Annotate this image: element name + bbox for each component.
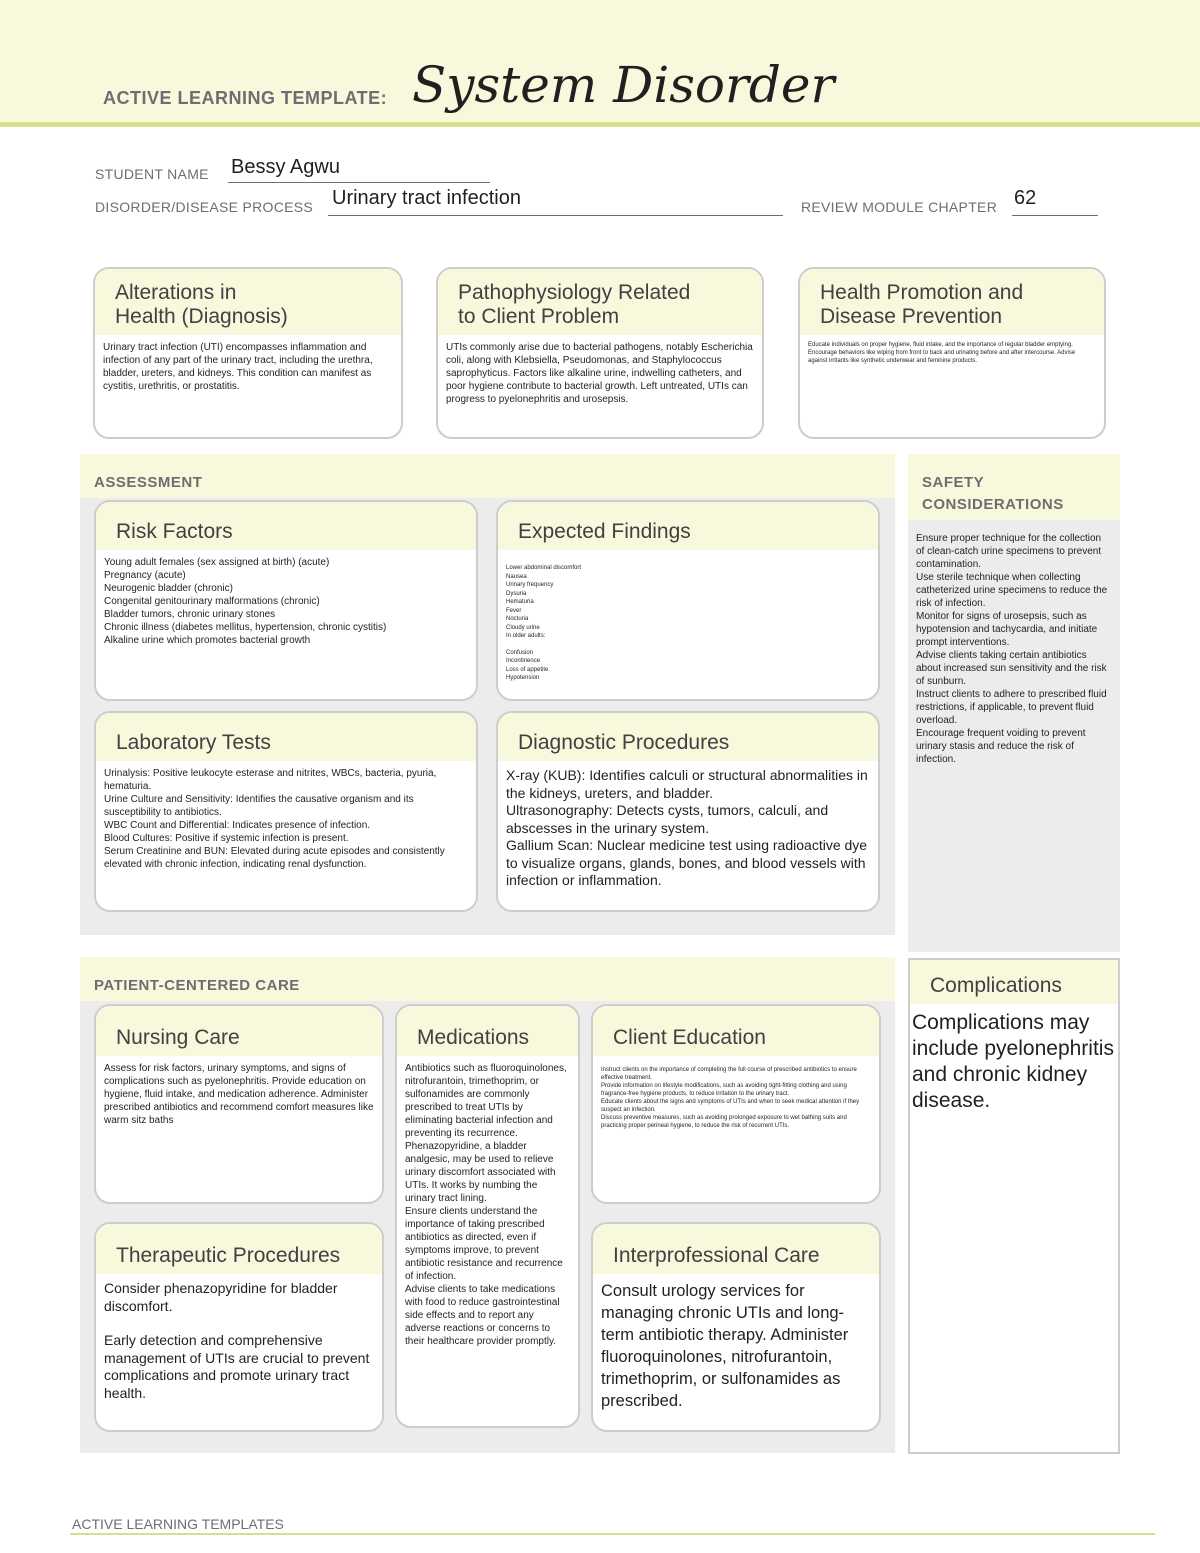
diagnostic-procedures-heading: Diagnostic Procedures [498,713,878,761]
risk-factors-heading: Risk Factors [96,502,476,550]
chapter-underline [1012,215,1098,216]
client-education-heading: Client Education [593,1006,879,1056]
client-education-list[interactable]: Instruct clients on the importance of completing the full course of prescribed antibiotics to ensure effective treatment. Provide information on lifestyle modifications, such as avoiding tight-fitting clothing and using fragrance-free hygiene products, to reduce irritation to the urinary tract. Educate clients about the signs and symptoms of UTIs and when to seek medical attention if they suspect an infection. Discuss preventive measures, such as avoiding prolonged exposure to wet bathing suits and practicing proper perineal hygiene, to reduce the risk of recurrent UTIs. [601,1067,860,1129]
expected-findings-box [496,500,880,701]
alterations-box [93,267,403,439]
diagnostic-procedures-list[interactable]: X-ray (KUB): Identifies calculi or structural abnormalities in the kidneys, ureters, and bladder. Ultrasonography: Detects cysts, tumors, calculi, and abscesses in the urinary system. Gallium Scan: Nuclear medicine test using radioactive dye to visualize organs, glands, bones, and blood vessels with infection or inflammation. [506,767,868,888]
student-name-field[interactable]: Bessy Agwu [231,156,340,178]
safety-list[interactable]: Ensure proper technique for the collection of clean-catch urine specimens to prevent contamination. Use sterile technique when collecting catheterized urine specimens to reduce the risk of infection. Monitor for signs of urosepsis, such as hypotension and tachycardia, and initiate prompt interventions. Advise clients taking certain antibiotics about increased sun sensitivity and the risk of sunburn. Instruct clients to adhere to prescribed fluid restrictions, if applicable, to prevent fluid overload. Encourage frequent voiding to prevent urinary stasis and reduce the risk of infection. [916,533,1108,765]
therapeutic-procedures-heading: Therapeutic Procedures [96,1224,382,1274]
health-promotion-box [798,267,1106,439]
pathophysiology-box [436,267,764,439]
chapter-field[interactable]: 62 [1014,187,1037,209]
page-title: System Disorder [412,56,835,114]
diagnostic-procedures-box [496,711,880,912]
disorder-underline [328,215,783,216]
medications-box [395,1004,580,1428]
alterations-heading: Alterations in Health (Diagnosis) [95,269,401,335]
interprofessional-care-box [591,1222,881,1432]
chapter-label: REVIEW MODULE CHAPTER [801,199,998,215]
laboratory-tests-heading: Laboratory Tests [96,713,476,761]
laboratory-tests-box [94,711,478,912]
complications-text[interactable]: Complications may include pyelonephritis and chronic kidney disease. [912,1011,1114,1112]
header-divider [0,122,1200,127]
complications-box [908,958,1120,1454]
health-promotion-heading: Health Promotion and Disease Prevention [800,269,1104,335]
student-name-underline [228,182,490,183]
complications-heading: Complications [910,960,1118,1004]
disorder-field[interactable]: Urinary tract infection [332,187,521,209]
expected-findings-list[interactable]: Lower abdominal discomfort Nausea Urinary frequency Dysuria Hematuria Fever Nocturia Cloudy urine In older adults: Confusion Incontinence Loss of appetite Hypotension [506,565,582,681]
therapeutic-procedures-box [94,1222,384,1432]
client-education-box [591,1004,881,1204]
nursing-care-text[interactable]: Assess for risk factors, urinary symptoms, and signs of complications such as pyelonephritis. Provide education on hygiene, fluid intake, and medication adherence. Administer prescribed antibiotics and recommend comfort measures like warm sitz baths [104,1063,374,1126]
disorder-label: DISORDER/DISEASE PROCESS [95,199,314,215]
safety-panel [908,454,1120,952]
safety-title: SAFETY CONSIDERATIONS [922,474,1064,513]
expected-findings-heading: Expected Findings [498,502,878,550]
student-name-label: STUDENT NAME [95,166,209,182]
therapeutic-procedures-text[interactable]: Consider phenazopyridine for bladder discomfort. Early detection and comprehensive management of UTIs are crucial to prevent complications and promote urinary tract health. [104,1280,370,1401]
risk-factors-list[interactable]: Young adult females (sex assigned at birth) (acute) Pregnancy (acute) Neurogenic bladder (chronic) Congenital genitourinary malformations (chronic) Bladder tumors, chronic urinary stones Chronic illness (diabetes mellitus, hypertension, chronic cystitis) Alkaline urine which promotes bacterial growth [104,557,387,646]
health-promotion-text[interactable]: Educate individuals on proper hygiene, fluid intake, and the importance of regular bladder emptying. Encourage behaviors like wiping from front to back and urinating before and after intercourse. Advise against irritants like synthetic underwear and feminine products. [808,342,1076,364]
pathophysiology-text[interactable]: UTIs commonly arise due to bacterial pathogens, notably Escherichia coli, along with Klebsiella, Pseudomonas, and Staphylococcus saprophyticus. Factors like alkaline urine, indwelling catheters, and poor hygiene contribute to bacterial growth. Left untreated, UTIs can progress to pyelonephritis and urosepsis. [446,342,753,405]
nursing-care-box [94,1004,384,1204]
medications-heading: Medications [397,1006,578,1056]
template-label: ACTIVE LEARNING TEMPLATE: [103,88,388,108]
risk-factors-box [94,500,478,701]
alterations-text[interactable]: Urinary tract infection (UTI) encompasses inflammation and infection of any part of the urinary tract, including the urethra, bladder, ureters, and kidneys. This condition can manifest as cystitis, urethritis, or prostatitis. [103,342,373,392]
pathophysiology-heading: Pathophysiology Related to Client Problem [438,269,762,335]
medications-list[interactable]: Antibiotics such as fluoroquinolones, nitrofurantoin, trimethoprim, or sulfonamides are commonly prescribed to treat UTIs by eliminating bacterial infection and preventing its recurrence. Phenazopyridine, a bladder analgesic, may be used to relieve urinary discomfort associated with UTIs. It works by numbing the urinary tract lining. Ensure clients understand the importance of taking prescribed antibiotics as directed, even if symptoms improve, to prevent antibiotic resistance and recurrence of infection. Advise clients to take medications with food to reduce gastrointestinal side effects and to report any adverse reactions or concerns to their healthcare provider promptly. [405,1063,567,1347]
interprofessional-care-heading: Interprofessional Care [593,1224,879,1274]
patient-care-title: PATIENT-CENTERED CARE [94,977,300,994]
laboratory-tests-list[interactable]: Urinalysis: Positive leukocyte esterase and nitrites, WBCs, bacteria, pyuria, hematuria. Urine Culture and Sensitivity: Identifies the causative organism and its susceptibility to antibiotics. WBC Count and Differential: Indicates presence of infection. Blood Cultures: Positive if systemic infection is present. Serum Creatinine and BUN: Elevated during acute episodes and consistently elevated with chronic infection, indicating renal dysfunction. [104,768,445,870]
interprofessional-care-text[interactable]: Consult urology services for managing chronic UTIs and long-term antibiotic therapy. Administer fluoroquinolones, nitrofurantoin, trimethoprim, or sulfonamides as prescribed. [601,1282,849,1410]
footer-label: ACTIVE LEARNING TEMPLATES [72,1516,284,1532]
footer-divider [70,1533,1155,1535]
nursing-care-heading: Nursing Care [96,1006,382,1056]
assessment-title: ASSESSMENT [94,474,203,491]
